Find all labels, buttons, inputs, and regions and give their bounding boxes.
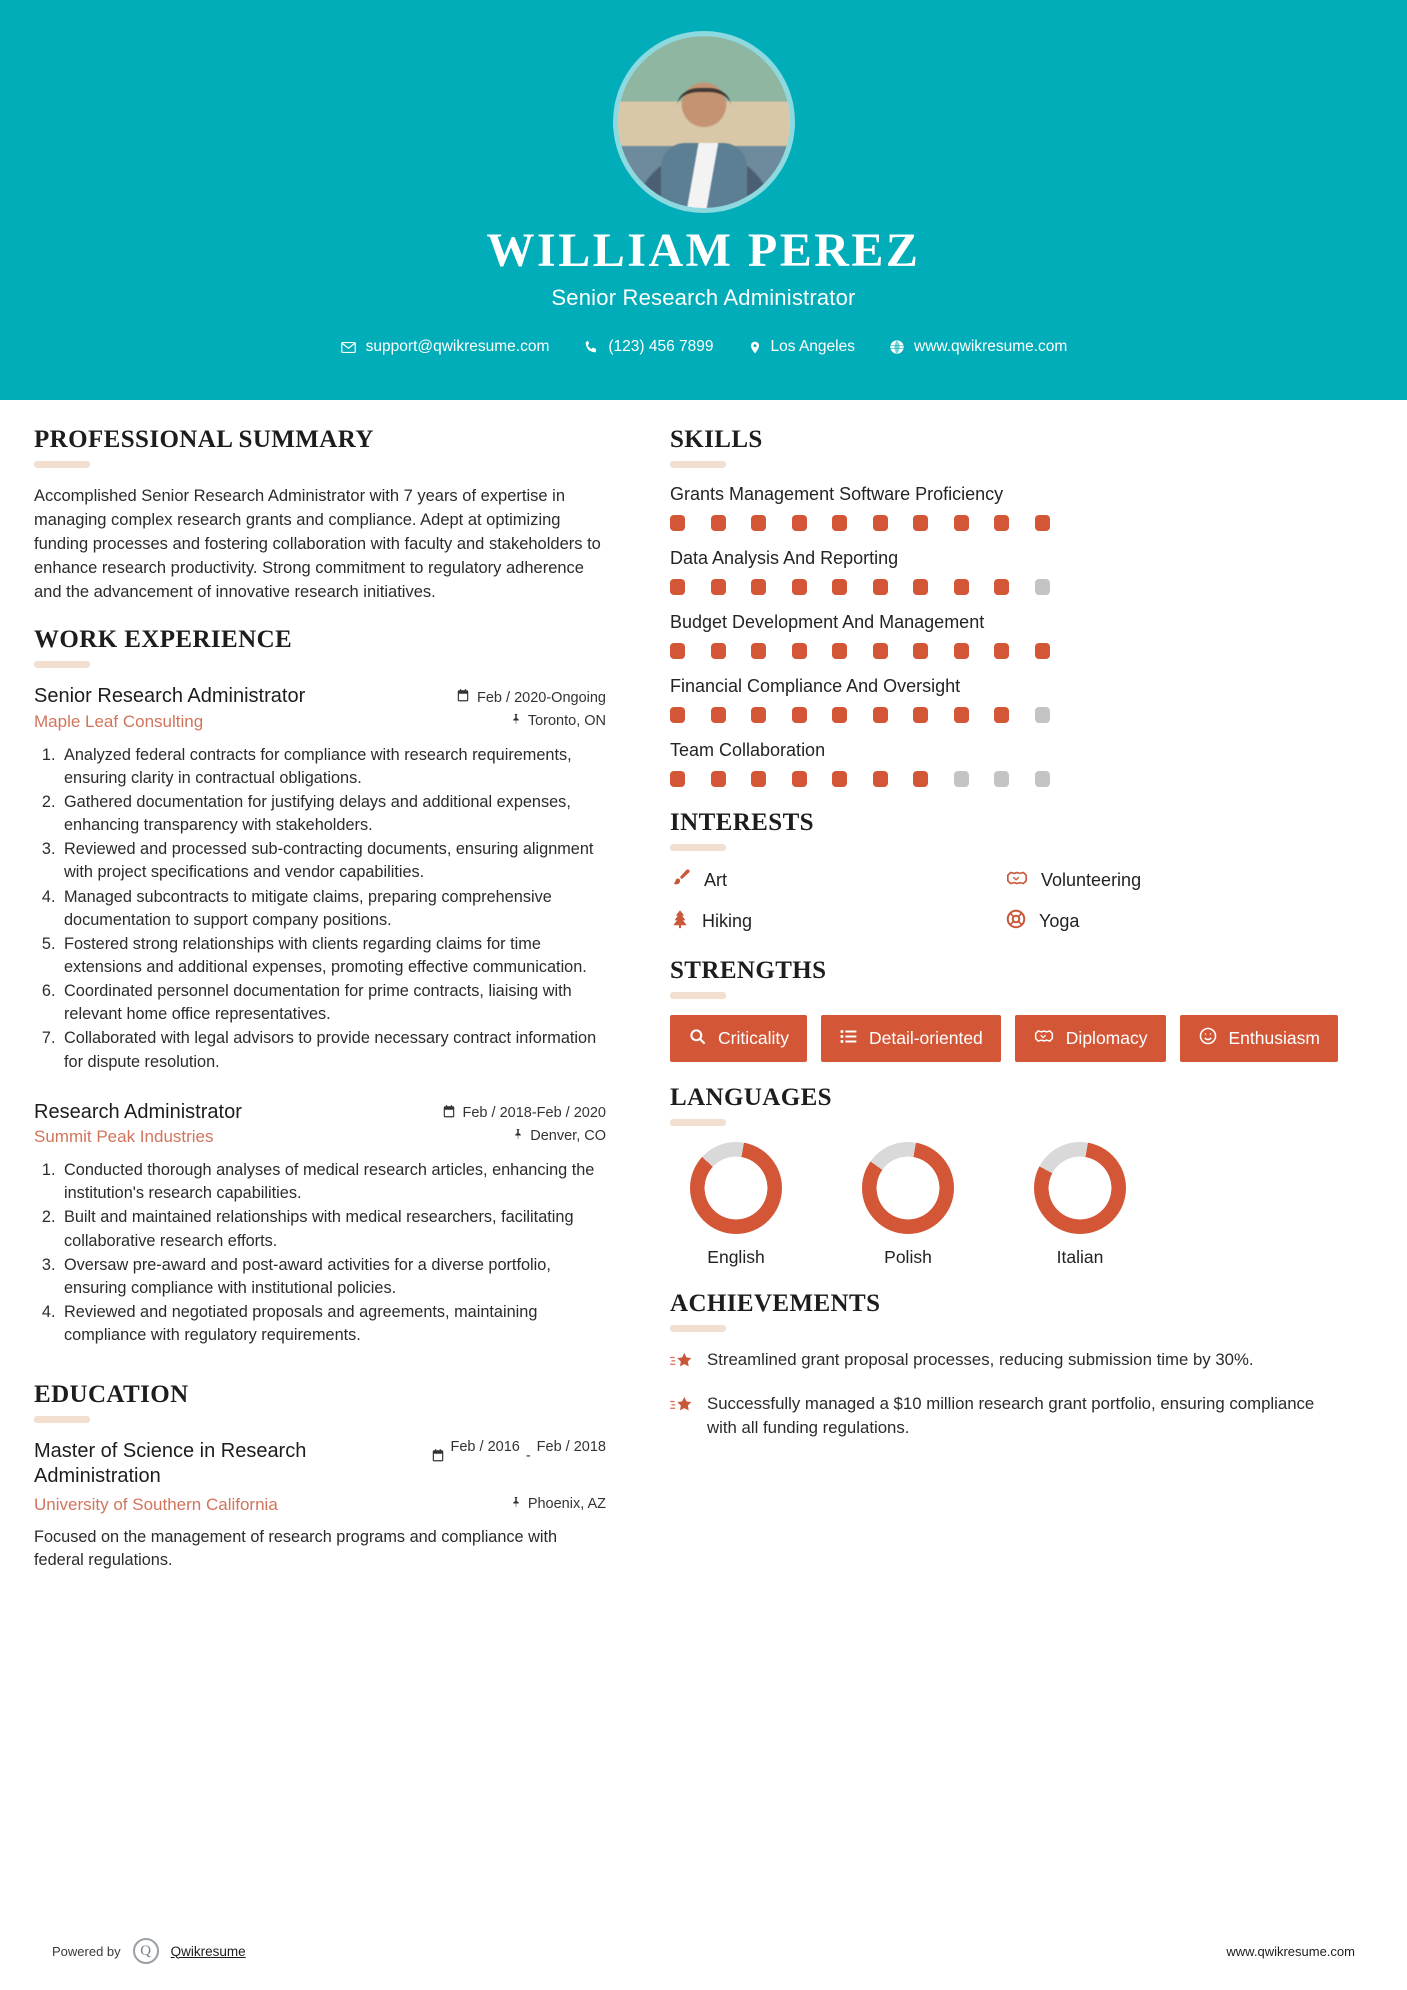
education-dates [431,1439,607,1467]
interest-item [670,867,1005,894]
skill-dot [913,771,928,787]
section-education [34,1381,606,1572]
skill-rating [670,707,1340,723]
interest-label: Volunteering [1041,870,1142,890]
work-bullets [34,744,606,1074]
contact-phone[interactable] [566,338,730,356]
strengths-list [670,1015,1340,1062]
pin-icon [510,712,522,730]
list-icon [839,1027,858,1051]
language-label: Polish [884,1247,932,1267]
education-date-end: Feb / 2018 [536,1439,606,1456]
resume-header [0,0,1407,400]
envelope-icon [340,339,357,356]
skill-dot [1035,579,1050,595]
strength-chip-detail-oriented[interactable] [821,1015,1001,1062]
education-description: Focused on the management of research programs and compliance with federal regulations. [34,1528,558,1570]
contact-email-text: support@qwikresume.com [365,338,550,356]
page-title: WILLIAM PEREZ [486,224,921,277]
tree-icon [670,908,690,935]
skill-item [670,676,1340,723]
work-bullet: 2. Built and maintained relationships with medical researchers, facilitating collaborative research efforts. [60,1206,606,1252]
summary-text: Accomplished Senior Research Administrator with 7 years of expertise in managing complex research grants and compliance. Adept at optimizing funding processes and fostering collaboration with faculty and stakeholders to enhance research productivity. Strong commitment to regulatory adherence and the advancement of innovative research initiatives. [34,487,601,602]
work-location-text: Toronto, ON [527,712,606,729]
skill-item [670,740,1340,787]
interest-item [1005,908,1340,935]
skill-label: Team Collaboration [670,740,826,760]
work-bullet: 4. Managed subcontracts to mitigate claims, preparing comprehensive documentation to support company positions. [60,886,606,932]
skill-dot [873,771,888,787]
footer-website: www.qwikresume.com [1226,1943,1355,1959]
interest-label: Art [704,870,728,890]
language-donut [1034,1142,1126,1234]
strength-chip-enthusiasm[interactable] [1180,1015,1338,1062]
language-label: Italian [1056,1247,1104,1267]
section-title-work: WORK EXPERIENCE [34,626,293,654]
skill-dot [913,515,928,531]
strength-label: Detail-oriented [868,1028,983,1048]
search-icon [688,1027,707,1051]
work-location [510,712,606,730]
skill-dot [1035,643,1050,659]
brand-link[interactable]: Qwikresume [170,1943,246,1959]
work-bullet: 6. Coordinated personnel documentation for prime contracts, liaising with relevant home office representatives. [60,980,606,1026]
skills-list [670,484,1340,787]
strength-label: Criticality [718,1028,789,1048]
skill-dot [1035,707,1050,723]
work-bullet: 3. Oversaw pre-award and post-award activities for a diverse portfolio, ensuring compliance with institutional policies. [60,1254,606,1300]
skill-rating [670,515,1340,531]
interest-label: Yoga [1039,911,1080,931]
work-company: Summit Peak Industries [34,1127,214,1147]
contact-website-text: www.qwikresume.com [914,338,1068,356]
education-location-text: Phoenix, AZ [527,1496,606,1513]
powered-by-label: Powered by [52,1943,121,1959]
skill-dot [954,579,969,595]
skill-dot [670,707,685,723]
paintbrush-icon [670,867,692,894]
page-footer [0,1938,1407,1964]
skill-dot [670,771,685,787]
skill-dot [792,579,807,595]
section-underline [34,461,90,468]
work-bullet: 1. Analyzed federal contracts for compliance with research requirements, ensuring clarity in contractual obligations. [60,744,606,790]
section-title-skills: SKILLS [670,426,763,453]
contact-email[interactable] [323,338,567,356]
education-date-start: Feb / 2016 [450,1439,520,1456]
donut-hole [1034,1142,1126,1234]
section-languages [670,1084,1340,1268]
skill-dot [751,643,766,659]
skill-dot [832,771,847,787]
work-role: Senior Research Administrator [34,685,306,708]
skill-dot [954,515,969,531]
skill-dot [792,771,807,787]
achievement-text: Streamlined grant proposal processes, reducing submission time by 30%. [707,1350,1254,1369]
skill-dot [751,707,766,723]
work-location [512,1127,606,1145]
skill-dot [954,771,969,787]
section-underline [670,461,726,468]
calendar-icon [442,1104,456,1123]
skill-dot [954,643,969,659]
strength-label: Diplomacy [1065,1028,1148,1048]
section-skills [670,426,1340,787]
section-professional-summary [34,426,606,604]
skill-dot [670,579,685,595]
skill-dot [1035,771,1050,787]
skill-dot [873,643,888,659]
skill-dot [994,643,1009,659]
pin-icon [512,1127,524,1145]
skill-dot [954,707,969,723]
work-bullet: 3. Reviewed and processed sub-contracting documents, ensuring alignment with project specifications and vendor capabilities. [60,838,606,884]
achievement-text: Successfully managed a $10 million research grant portfolio, ensuring compliance with all funding regulations. [707,1394,1315,1437]
section-title-education: EDUCATION [34,1381,189,1409]
skill-dot [873,579,888,595]
skill-dot [751,579,766,595]
section-title-strengths: STRENGTHS [670,957,827,984]
section-interests [670,809,1340,935]
avatar-image [618,36,790,208]
handshake-icon [1005,867,1029,894]
language-label: English [707,1247,765,1267]
phone-icon [583,339,599,355]
skill-dot [832,579,847,595]
qwikresume-logo-icon: Q [133,1938,159,1964]
work-bullet: 5. Fostered strong relationships with clients regarding claims for time extensions and additional expenses, promoting effective communication. [60,933,606,979]
section-underline [34,661,90,668]
skill-dot [994,515,1009,531]
language-item [1014,1142,1146,1268]
skill-dot [792,515,807,531]
skill-dot [913,643,928,659]
skill-label: Grants Management Software Proficiency [670,484,1004,504]
skill-dot [873,515,888,531]
interest-item [670,908,1005,935]
date-separator: - [525,1448,531,1465]
pin-icon [510,1495,522,1513]
skill-rating [670,771,1340,787]
section-underline [670,1119,726,1126]
skill-dot [994,707,1009,723]
section-underline [670,992,726,999]
contact-location-text: Los Angeles [770,338,855,356]
work-bullet: 4. Reviewed and negotiated proposals and agreements, maintaining compliance with regulatory requirements. [60,1301,606,1347]
skill-dot [832,515,847,531]
work-dates [456,684,606,707]
section-underline [670,844,726,851]
smiley-icon [1198,1026,1218,1051]
achievement-item [670,1348,1340,1378]
map-pin-icon [748,339,762,356]
education-school: University of Southern California [34,1495,278,1515]
section-work-experience [34,626,606,1347]
languages-list [670,1142,1340,1268]
avatar [618,36,790,208]
donut-hole [690,1142,782,1234]
work-entry [34,1100,606,1348]
skill-item [670,612,1340,659]
section-title-achievements: ACHIEVEMENTS [670,1290,881,1317]
skill-dot [711,707,726,723]
language-donut [862,1142,954,1234]
skill-rating [670,643,1340,659]
work-dates-text: Feb / 2018-Feb / 2020 [462,1105,606,1122]
star-icon [670,1392,694,1422]
skill-dot [913,579,928,595]
skill-dot [751,771,766,787]
work-dates-text: Feb / 2020-Ongoing [477,689,606,706]
skill-dot [832,643,847,659]
calendar-icon [431,1439,445,1467]
work-entry [34,684,606,1073]
section-title-summary: PROFESSIONAL SUMMARY [34,426,374,453]
skill-dot [792,707,807,723]
work-dates [442,1100,607,1123]
skill-dot [832,707,847,723]
contact-row [0,338,1407,356]
language-donut [690,1142,782,1234]
star-icon [670,1348,694,1378]
skill-dot [751,515,766,531]
language-item [842,1142,974,1268]
interest-label: Hiking [702,911,753,931]
contact-location[interactable] [731,338,872,356]
right-column [634,426,1340,1594]
interest-item [1005,867,1340,894]
contact-website[interactable] [872,338,1084,356]
skill-dot [670,643,685,659]
skill-dot [670,515,685,531]
skill-item [670,484,1340,531]
interests-grid [670,867,1340,935]
education-entry [34,1439,606,1572]
language-item [670,1142,802,1268]
section-title-languages: LANGUAGES [670,1084,832,1111]
work-location-text: Denver, CO [530,1128,606,1145]
contact-phone-text: (123) 456 7899 [608,338,714,356]
globe-icon [889,339,905,355]
section-title-interests: INTERESTS [670,809,814,836]
section-achievements [670,1290,1340,1439]
skill-dot [1035,515,1050,531]
skill-item [670,548,1340,595]
section-underline [34,1416,90,1423]
skill-dot [711,515,726,531]
skill-dot [711,771,726,787]
work-bullets [34,1159,606,1347]
work-bullet: 7. Collaborated with legal advisors to provide necessary contract information for dispute resolution. [60,1027,606,1073]
skill-dot [994,771,1009,787]
work-bullet: 1. Conducted thorough analyses of medical research articles, enhancing the institution's research capabilities. [60,1159,606,1205]
left-column [34,426,634,1594]
education-location [510,1495,606,1513]
lifebuoy-icon [1005,908,1027,935]
strength-chip-diplomacy[interactable] [1015,1015,1166,1062]
strength-chip-criticality[interactable] [670,1015,807,1062]
work-role: Research Administrator [34,1100,242,1123]
work-bullet: 2. Gathered documentation for justifying delays and additional expenses, enhancing transparency with stakeholders. [60,791,606,837]
donut-hole [862,1142,954,1234]
resume-body [0,400,1407,1594]
section-strengths [670,957,1340,1062]
achievement-item [670,1392,1340,1439]
skill-rating [670,579,1340,595]
skill-dot [873,707,888,723]
skill-dot [792,643,807,659]
calendar-icon [456,688,470,707]
skill-label: Data Analysis And Reporting [670,548,899,568]
education-degree: Master of Science in Research Administration [34,1440,307,1487]
skill-label: Budget Development And Management [670,612,985,632]
job-title: Senior Research Administrator [551,285,856,311]
skill-dot [913,707,928,723]
handshake-icon [1033,1026,1055,1051]
strength-label: Enthusiasm [1228,1028,1320,1048]
skill-dot [994,579,1009,595]
skill-label: Financial Compliance And Oversight [670,676,961,696]
section-underline [670,1325,726,1332]
work-company: Maple Leaf Consulting [34,711,204,731]
skill-dot [711,643,726,659]
skill-dot [711,579,726,595]
